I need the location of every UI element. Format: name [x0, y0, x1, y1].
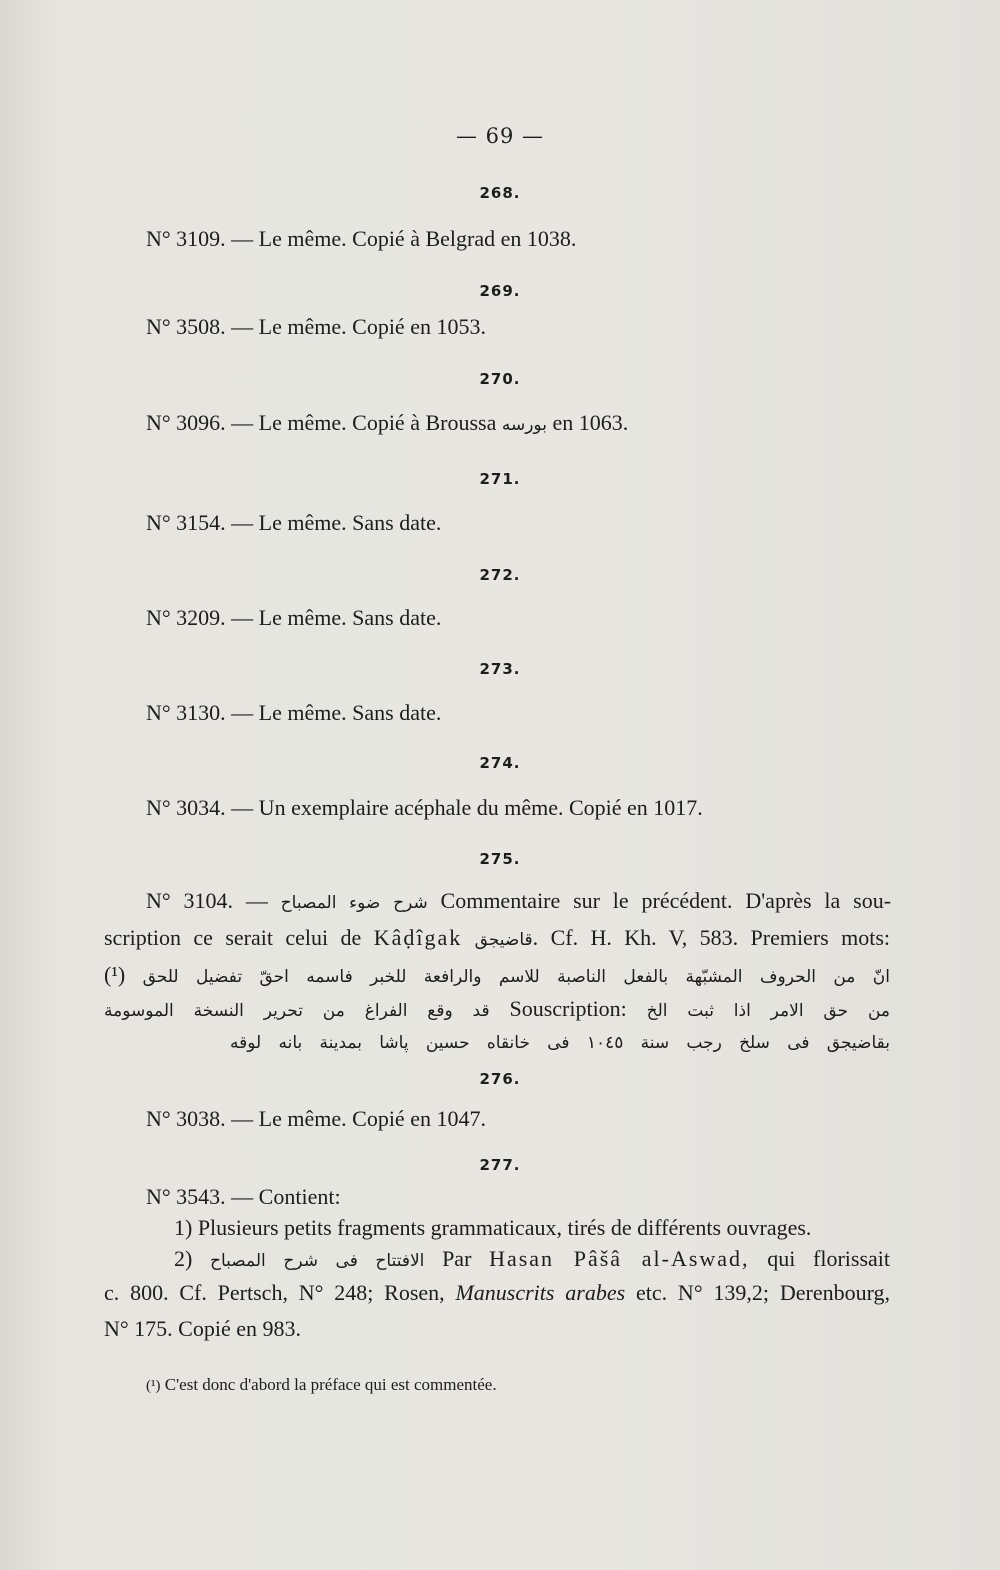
entry-text: Par [442, 1246, 472, 1271]
footnote [146, 1375, 497, 1395]
entry-line [146, 410, 891, 438]
arabic-author-name: قاضيجق [474, 930, 533, 950]
entry-line: N° 3038. — Le même. Copié en 1047. [146, 1106, 486, 1131]
entry-number: 269. [479, 282, 521, 300]
arabic-title: الافتتاح فى شرح المصباح [210, 1251, 425, 1271]
arabic-text: قد وقع الفراغ من تحرير النسخة الموسومة [104, 1001, 490, 1021]
arabic-text: بقاضيجق فى سلخ رجب سنة ١٠٤٥ فى خانقاه حسين پاشا بمدينة بانه لوقه [230, 1033, 890, 1053]
arabic-text: انّ من الحروف المشبّهة بالفعل الناصبة للاسم والرافعة للخبر فاسمه احقّ تفضيل للحق [142, 967, 891, 987]
entry-number: 274. [479, 754, 521, 772]
entry-text: scription ce serait celui de [104, 925, 362, 950]
entry-text: 2) [174, 1246, 193, 1271]
entry-text: en 1063. [552, 410, 629, 435]
entry-line: N° 3130. — Le même. Sans date. [146, 700, 442, 725]
souscription-label: Souscription: [509, 996, 627, 1021]
entry-text: Commentaire sur le précédent. D'après la sou- [440, 888, 892, 913]
arabic-title: شرح ضوء المصباح [280, 893, 428, 913]
footnote-ref: (¹) [104, 962, 126, 987]
entry-text: . Cf. H. Kh. V, 583. Premiers mots: [532, 925, 891, 950]
entry-text: c. 800. Cf. Pertsch, N° 248; Rosen, [104, 1280, 445, 1305]
entry-number: 270. [479, 370, 521, 388]
entry-number: 276. [479, 1070, 521, 1088]
entry-line [146, 888, 891, 916]
entry-number: 272. [479, 566, 521, 584]
entry-line [174, 1246, 890, 1274]
entry-line [104, 1280, 890, 1306]
entry-number: 268. [479, 184, 521, 202]
entry-number: 271. [479, 470, 521, 488]
arabic-text: من حق الامر اذا ثبت الخ [646, 1001, 891, 1021]
entry-number: 275. [479, 850, 521, 868]
entry-line: N° 175. Copié en 983. [104, 1316, 302, 1341]
entry-line: N° 3543. — Contient: [146, 1184, 341, 1209]
entry-line [104, 925, 890, 953]
author-name: Hasan Pâšâ al-Aswad, [489, 1246, 750, 1271]
arabic-incipit-line [104, 962, 890, 990]
entry-text: etc. N° 139,2; Derenbourg, [635, 1280, 891, 1305]
page-number: — 69 — [455, 124, 545, 148]
arabic-colophon-line [230, 1030, 890, 1056]
entry-line: 1) Plusieurs petits fragments grammaticaux, tirés de différents ouvrages. [174, 1215, 812, 1240]
entry-number: 277. [479, 1156, 521, 1174]
footnote-text: C'est donc d'abord la préface qui est commentée. [164, 1375, 497, 1394]
entry-text: N° 3104. — [146, 888, 268, 913]
arabic-place-name: بورسه [501, 415, 547, 435]
entry-line: N° 3508. — Le même. Copié en 1053. [146, 314, 486, 339]
arabic-colophon-line [104, 996, 890, 1024]
entry-line: N° 3209. — Le même. Sans date. [146, 605, 442, 630]
entry-line: N° 3109. — Le même. Copié à Belgrad en 1038. [146, 226, 577, 251]
entry-line: N° 3034. — Un exemplaire acéphale du même. Copié en 1017. [146, 795, 703, 820]
author-name: Kâḍîgak [373, 925, 463, 950]
entry-number: 273. [479, 660, 521, 678]
footnote-mark: (¹) [146, 1378, 161, 1394]
cited-title: Manuscrits arabes [455, 1280, 626, 1305]
entry-text: N° 3096. — Le même. Copié à Broussa [146, 410, 497, 435]
entry-text: qui florissait [767, 1246, 891, 1271]
entry-line: N° 3154. — Le même. Sans date. [146, 510, 442, 535]
